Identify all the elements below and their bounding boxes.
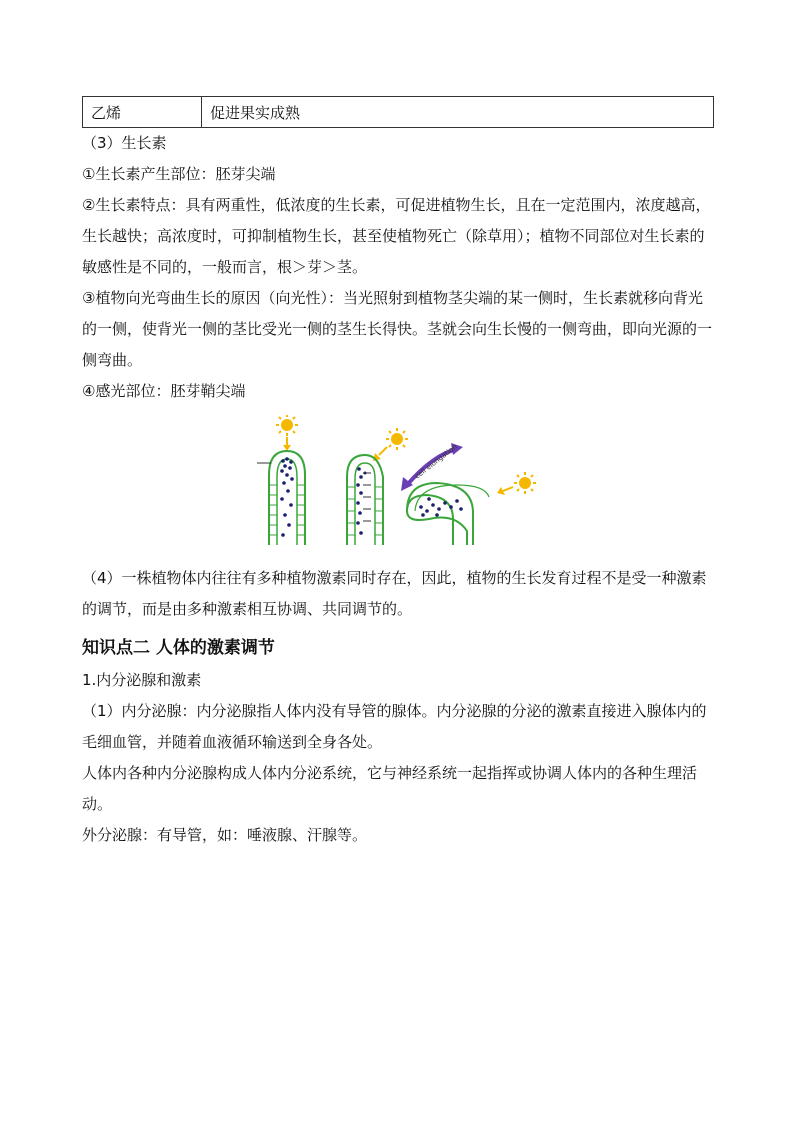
sun-icon bbox=[276, 415, 298, 436]
endocrine-gland-paragraph: （1）内分泌腺：内分泌腺指人体内没有导管的腺体。内分泌腺的分泌的激素直接进入腺体内的毛细血管，并随着血液循环输送到全身各处。 bbox=[82, 702, 707, 751]
endocrine-system-paragraph: 人体内各种内分泌腺构成人体内分泌系统，它与神经系统一起指挥或协调人体内的各种生理活动。 bbox=[82, 764, 698, 813]
table-row bbox=[83, 97, 714, 128]
document-page bbox=[82, 96, 714, 851]
coleoptile-2 bbox=[347, 428, 408, 545]
sun-icon bbox=[514, 472, 536, 494]
auxin-point-4: ④感光部位：胚芽鞘尖端 bbox=[82, 382, 246, 400]
part-2-subheading: 1.内分泌腺和激素 bbox=[82, 671, 202, 689]
arrow-label: cell elongation bbox=[413, 442, 459, 481]
phototropism-figure bbox=[82, 415, 714, 557]
sun-icon bbox=[386, 428, 408, 450]
part-2-title: 知识点二 人体的激素调节 bbox=[82, 638, 275, 658]
auxin-point-1: ①生长素产生部位：胚芽尖端 bbox=[82, 165, 276, 183]
coleoptile-3 bbox=[401, 443, 536, 545]
hormone-name-cell: 乙烯 bbox=[83, 97, 202, 128]
hormone-function-cell: 促进果实成熟 bbox=[202, 97, 714, 128]
section-heading-auxin: （3）生长素 bbox=[82, 134, 167, 152]
hormone-table bbox=[82, 96, 714, 128]
auxin-dots bbox=[280, 457, 294, 537]
coleoptile-1 bbox=[257, 415, 305, 545]
exocrine-gland-paragraph: 外分泌腺：有导管，如：唾液腺、汗腺等。 bbox=[82, 826, 368, 844]
section-4-paragraph: （4）一株植物体内往往有多种植物激素同时存在，因此，植物的生长发育过程不是受一种激素的调节，而是由多种激素相互协调、共同调节的。 bbox=[82, 569, 707, 618]
auxin-point-3: ③植物向光弯曲生长的原因（向光性）：当光照射到植物茎尖端的某一侧时，生长素就移向背光的一侧，使背光一侧的茎比受光一侧的茎生长得快。茎就会向生长慢的一侧弯曲，即向光源的一侧弯曲。 bbox=[82, 289, 713, 369]
phototropism-illustration bbox=[257, 415, 547, 557]
auxin-point-2: ②生长素特点：具有两重性，低浓度的生长素，可促进植物生长，且在一定范围内，浓度越高，生长越快；高浓度时，可抑制植物生长，甚至使植物死亡（除草用）；植物不同部位对生长素的敏感性是不同的，一般而言，根＞芽＞茎。 bbox=[82, 196, 711, 276]
